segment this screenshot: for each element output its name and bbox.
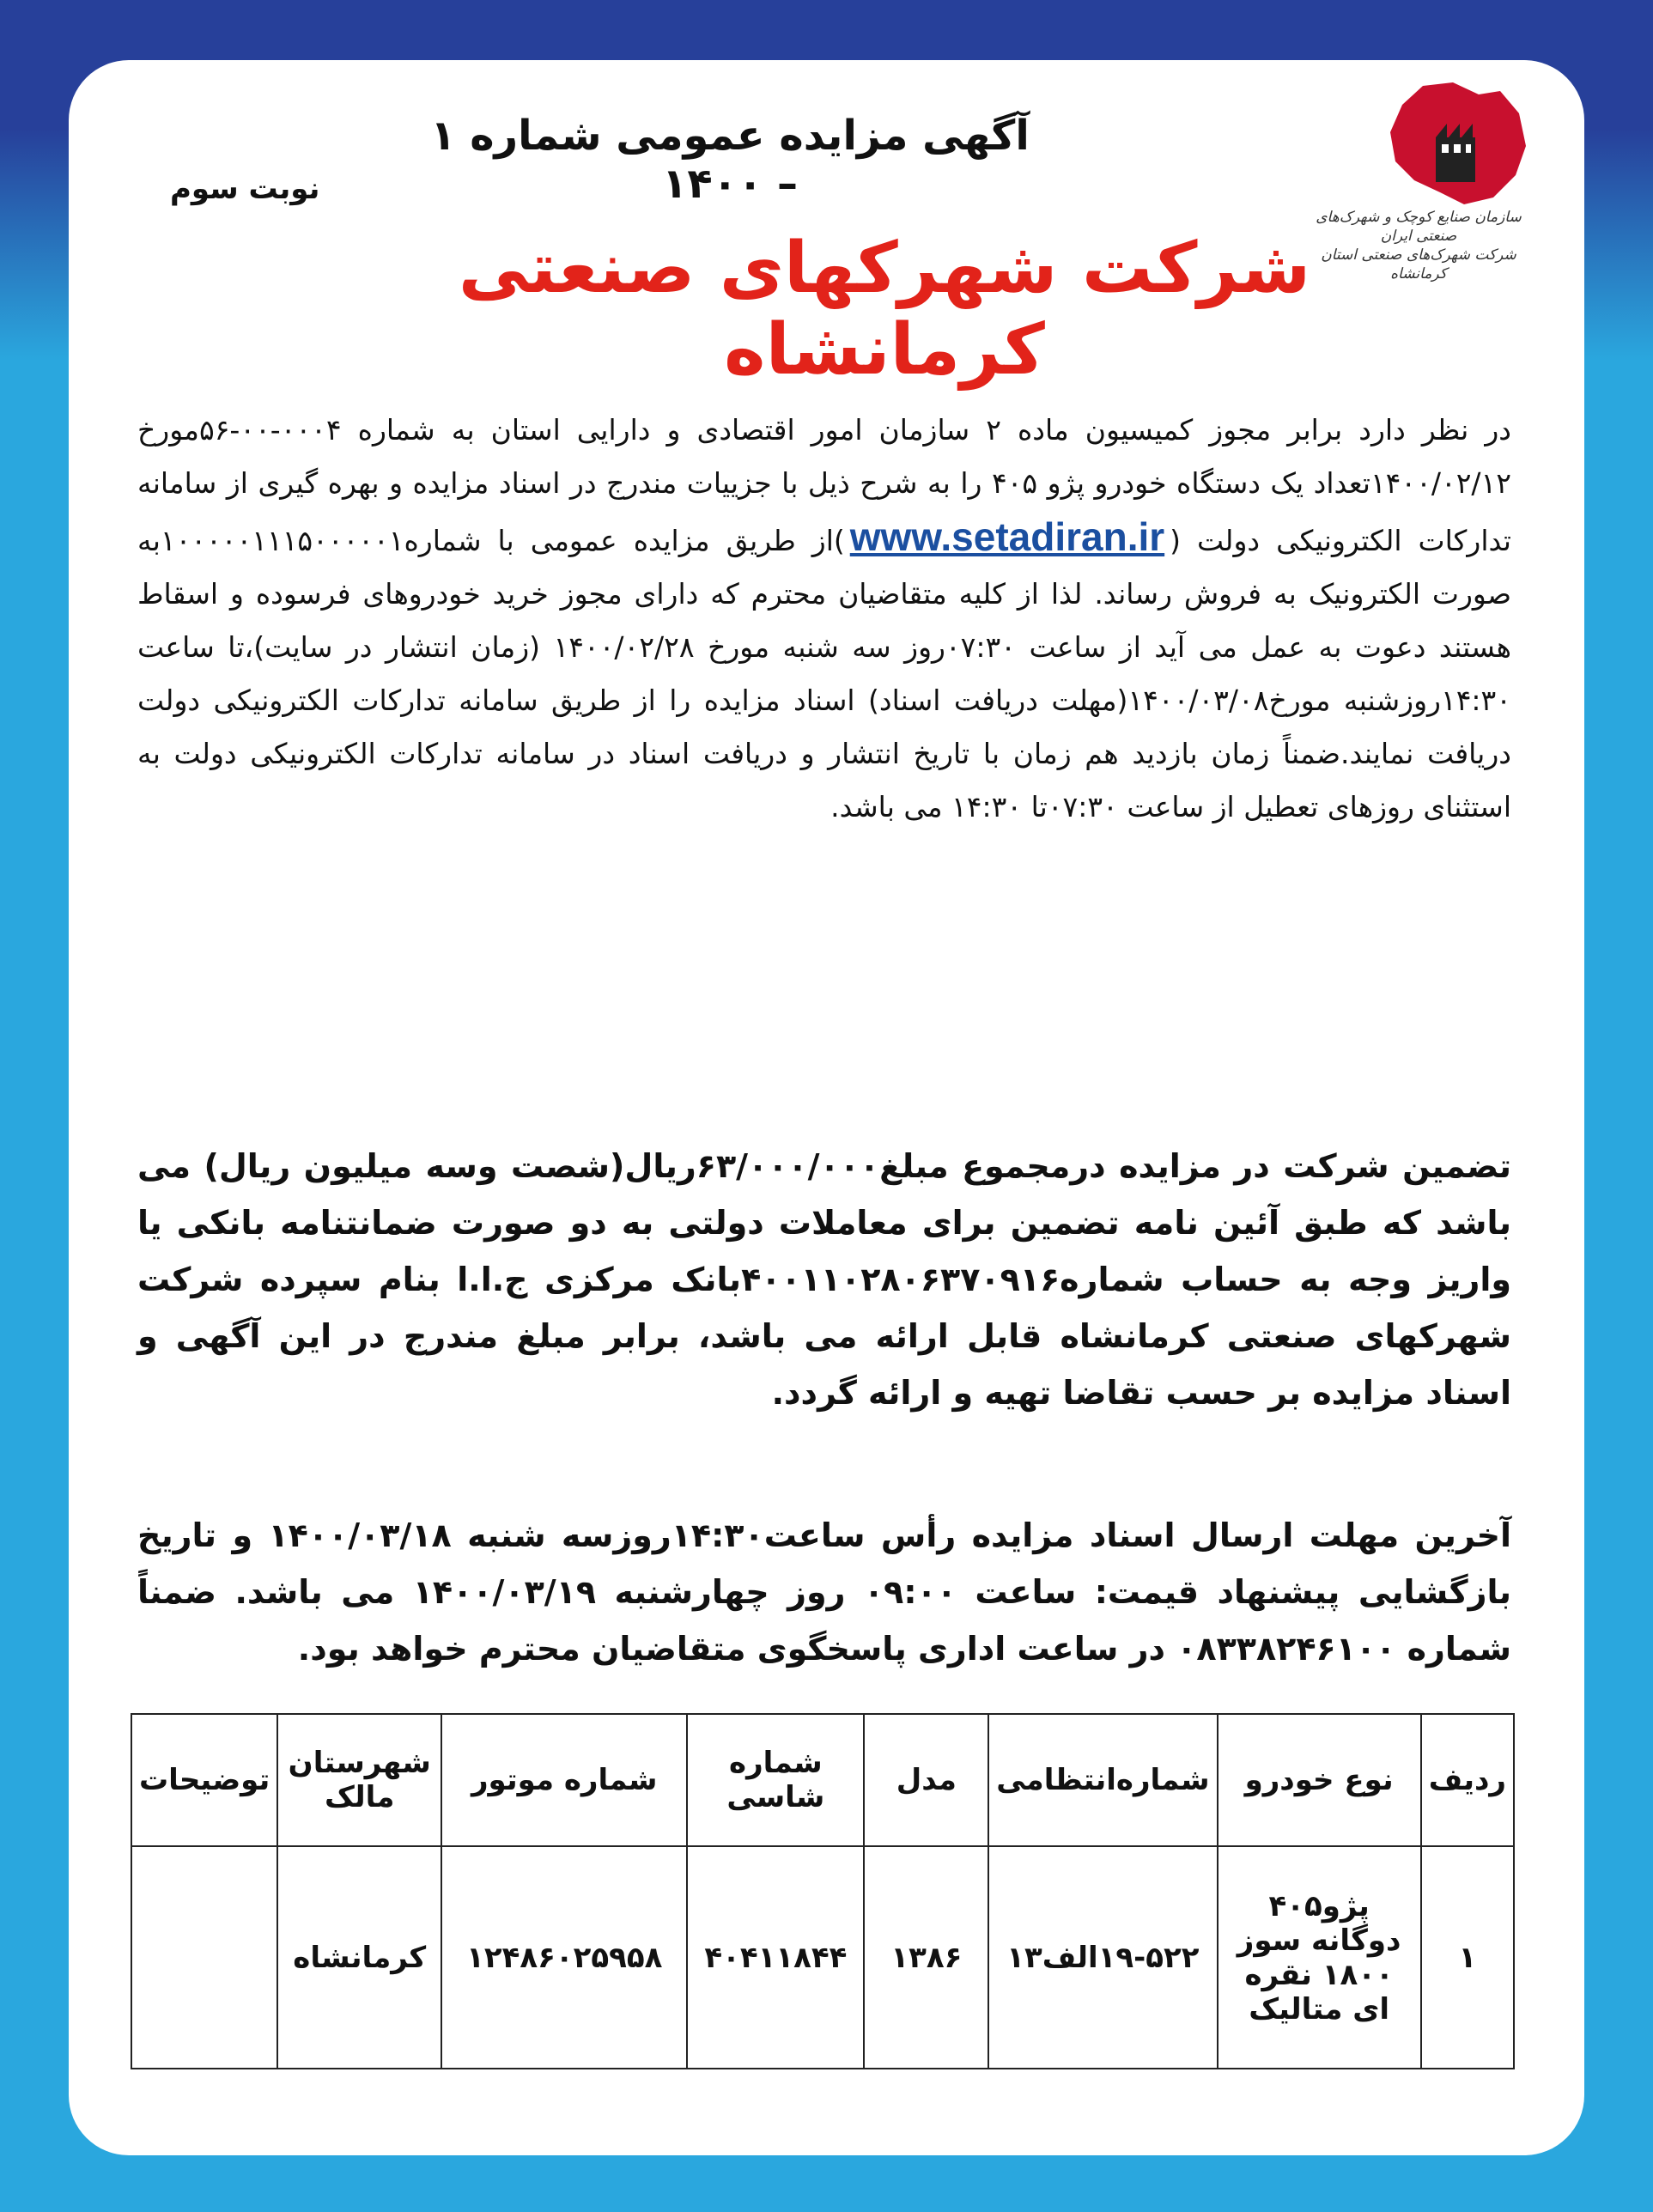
paragraph-text-part2: )از طریق مزایده عمومی با شماره۱۰۰۰۰۰۱۱۱۵۰۰۰۰۰۱به صورت الکترونیک به فروش رساند. لذا از کلیه متقاضیان محترم که دارای مجوز خرید خودروهای فرسوده و اسقاط هستند دعوت به عمل می آید از ساعت ۰۷:۳۰روز سه شنبه مورخ ۱۴۰۰/۰۲/۲۸ (زمان انتشار در سایت)،تا ساعت ۱۴:۳۰روزشنبه مورخ۱۴۰۰/۰۳/۰۸(مهلت دریافت اسناد) اسناد مزایده را از طریق سامانه تدارکات الکترونیکی دولت دریافت نمایند.ضمناً زمان بازدید هم زمان با تاریخ انتشار و دریافت اسناد در سامانه تدارکات الکترونیکی دولت به استثنای روزهای تعطیل از ساعت ۰۷:۳۰تا ۱۴:۳۰ می باشد. <box>137 524 1511 823</box>
announcement-paragraph <box>137 404 1511 834</box>
ad-title: آگهی مزایده عمومی شماره ۱ – ۱۴۰۰ <box>430 112 1030 208</box>
col-header-vehicle: نوع خودرو <box>1218 1714 1421 1846</box>
website-link[interactable]: www.setadiran.ir <box>849 514 1165 559</box>
logo-text-line1: سازمان صنایع کوچک و شهرک‌های صنعتی ایران <box>1316 209 1522 246</box>
table-row <box>131 1846 1514 2069</box>
col-header-engine: شماره موتور <box>441 1714 687 1846</box>
col-header-plate: شماره‌انتظامی <box>988 1714 1217 1846</box>
cell-model: ۱۳۸۶ <box>864 1846 988 2069</box>
col-header-notes: توضیحات <box>131 1714 277 1846</box>
col-header-model: مدل <box>864 1714 988 1846</box>
col-header-city: شهرستان مالک <box>277 1714 441 1846</box>
cell-notes <box>131 1846 277 2069</box>
col-header-row: ردیف <box>1421 1714 1514 1846</box>
cell-row-number: ۱ <box>1421 1846 1514 2069</box>
notice-paper <box>69 60 1584 2155</box>
publication-round: نوبت سوم <box>170 172 320 206</box>
guarantee-paragraph: تضمین شرکت در مزایده درمجموع مبلغ۶۳/۰۰۰/۰۰۰ریال(شصت وسه میلیون ریال) می باشد که طبق آئین نامه تضمین برای معاملات دولتی به دو صورت ضمانتنامه بانکی یا واریز وجه به حساب شماره۴۰۰۱۱۰۲۸۰۶۳۷۰۹۱۶بانک مرکزی ج.ا.ا بنام سپرده شرکت شهرکهای صنعتی کرمانشاه قابل ارائه می باشد، برابر مبلغ مندرج در این آگهی و اسناد مزایده بر حسب تقاضا تهیه و ارائه گردد. <box>137 1147 1511 1412</box>
cell-chassis: ۴۰۴۱۱۸۴۴ <box>687 1846 864 2069</box>
paragraph-text-part1: در نظر دارد برابر مجوز کمیسیون ماده ۲ سازمان امور اقتصادی و دارایی استان به شماره ۰۰۰۴-۰۰-۵۶مورخ ۱۴۰۰/۰۲/۱۲تعداد یک دستگاه خودرو پژو ۴۰۵ را به شرح ذیل با جزییات مندرج در اسناد مزایده و بهره گیری از سامانه تدارکات الکترونیکی دولت ( <box>137 413 1511 557</box>
iran-map-factory-icon <box>1294 79 1543 208</box>
vehicles-table <box>131 1713 1515 2069</box>
table-header-row <box>131 1714 1514 1846</box>
cell-city: کرمانشاه <box>277 1846 441 2069</box>
company-name: شرکت شهرکهای صنعتی کرمانشاه <box>458 228 1311 391</box>
cell-plate: ۱۹-۵۲۲الف۱۳ <box>988 1846 1217 2069</box>
cell-vehicle: پژو۴۰۵ دوگانه سوز ۱۸۰۰ نقره ای متالیک <box>1218 1846 1421 2069</box>
deadline-paragraph: آخرین مهلت ارسال اسناد مزایده رأس ساعت۱۴:۳۰روزسه شنبه ۱۴۰۰/۰۳/۱۸ و تاریخ بازگشایی پیشنهاد قیمت: ساعت ۰۹:۰۰ روز چهارشنبه ۱۴۰۰/۰۳/۱۹ می باشد. ضمناً شماره ۰۸۳۳۸۲۴۶۱۰۰ در ساعت اداری پاسخگوی متقاضیان محترم خواهد بود. <box>137 1516 1511 1668</box>
logo-text-line2: شرکت شهرک‌های صنعتی استان کرمانشاه <box>1321 246 1516 283</box>
cell-engine: ۱۲۴۸۶۰۲۵۹۵۸ <box>441 1846 687 2069</box>
col-header-chassis: شماره شاسی <box>687 1714 864 1846</box>
